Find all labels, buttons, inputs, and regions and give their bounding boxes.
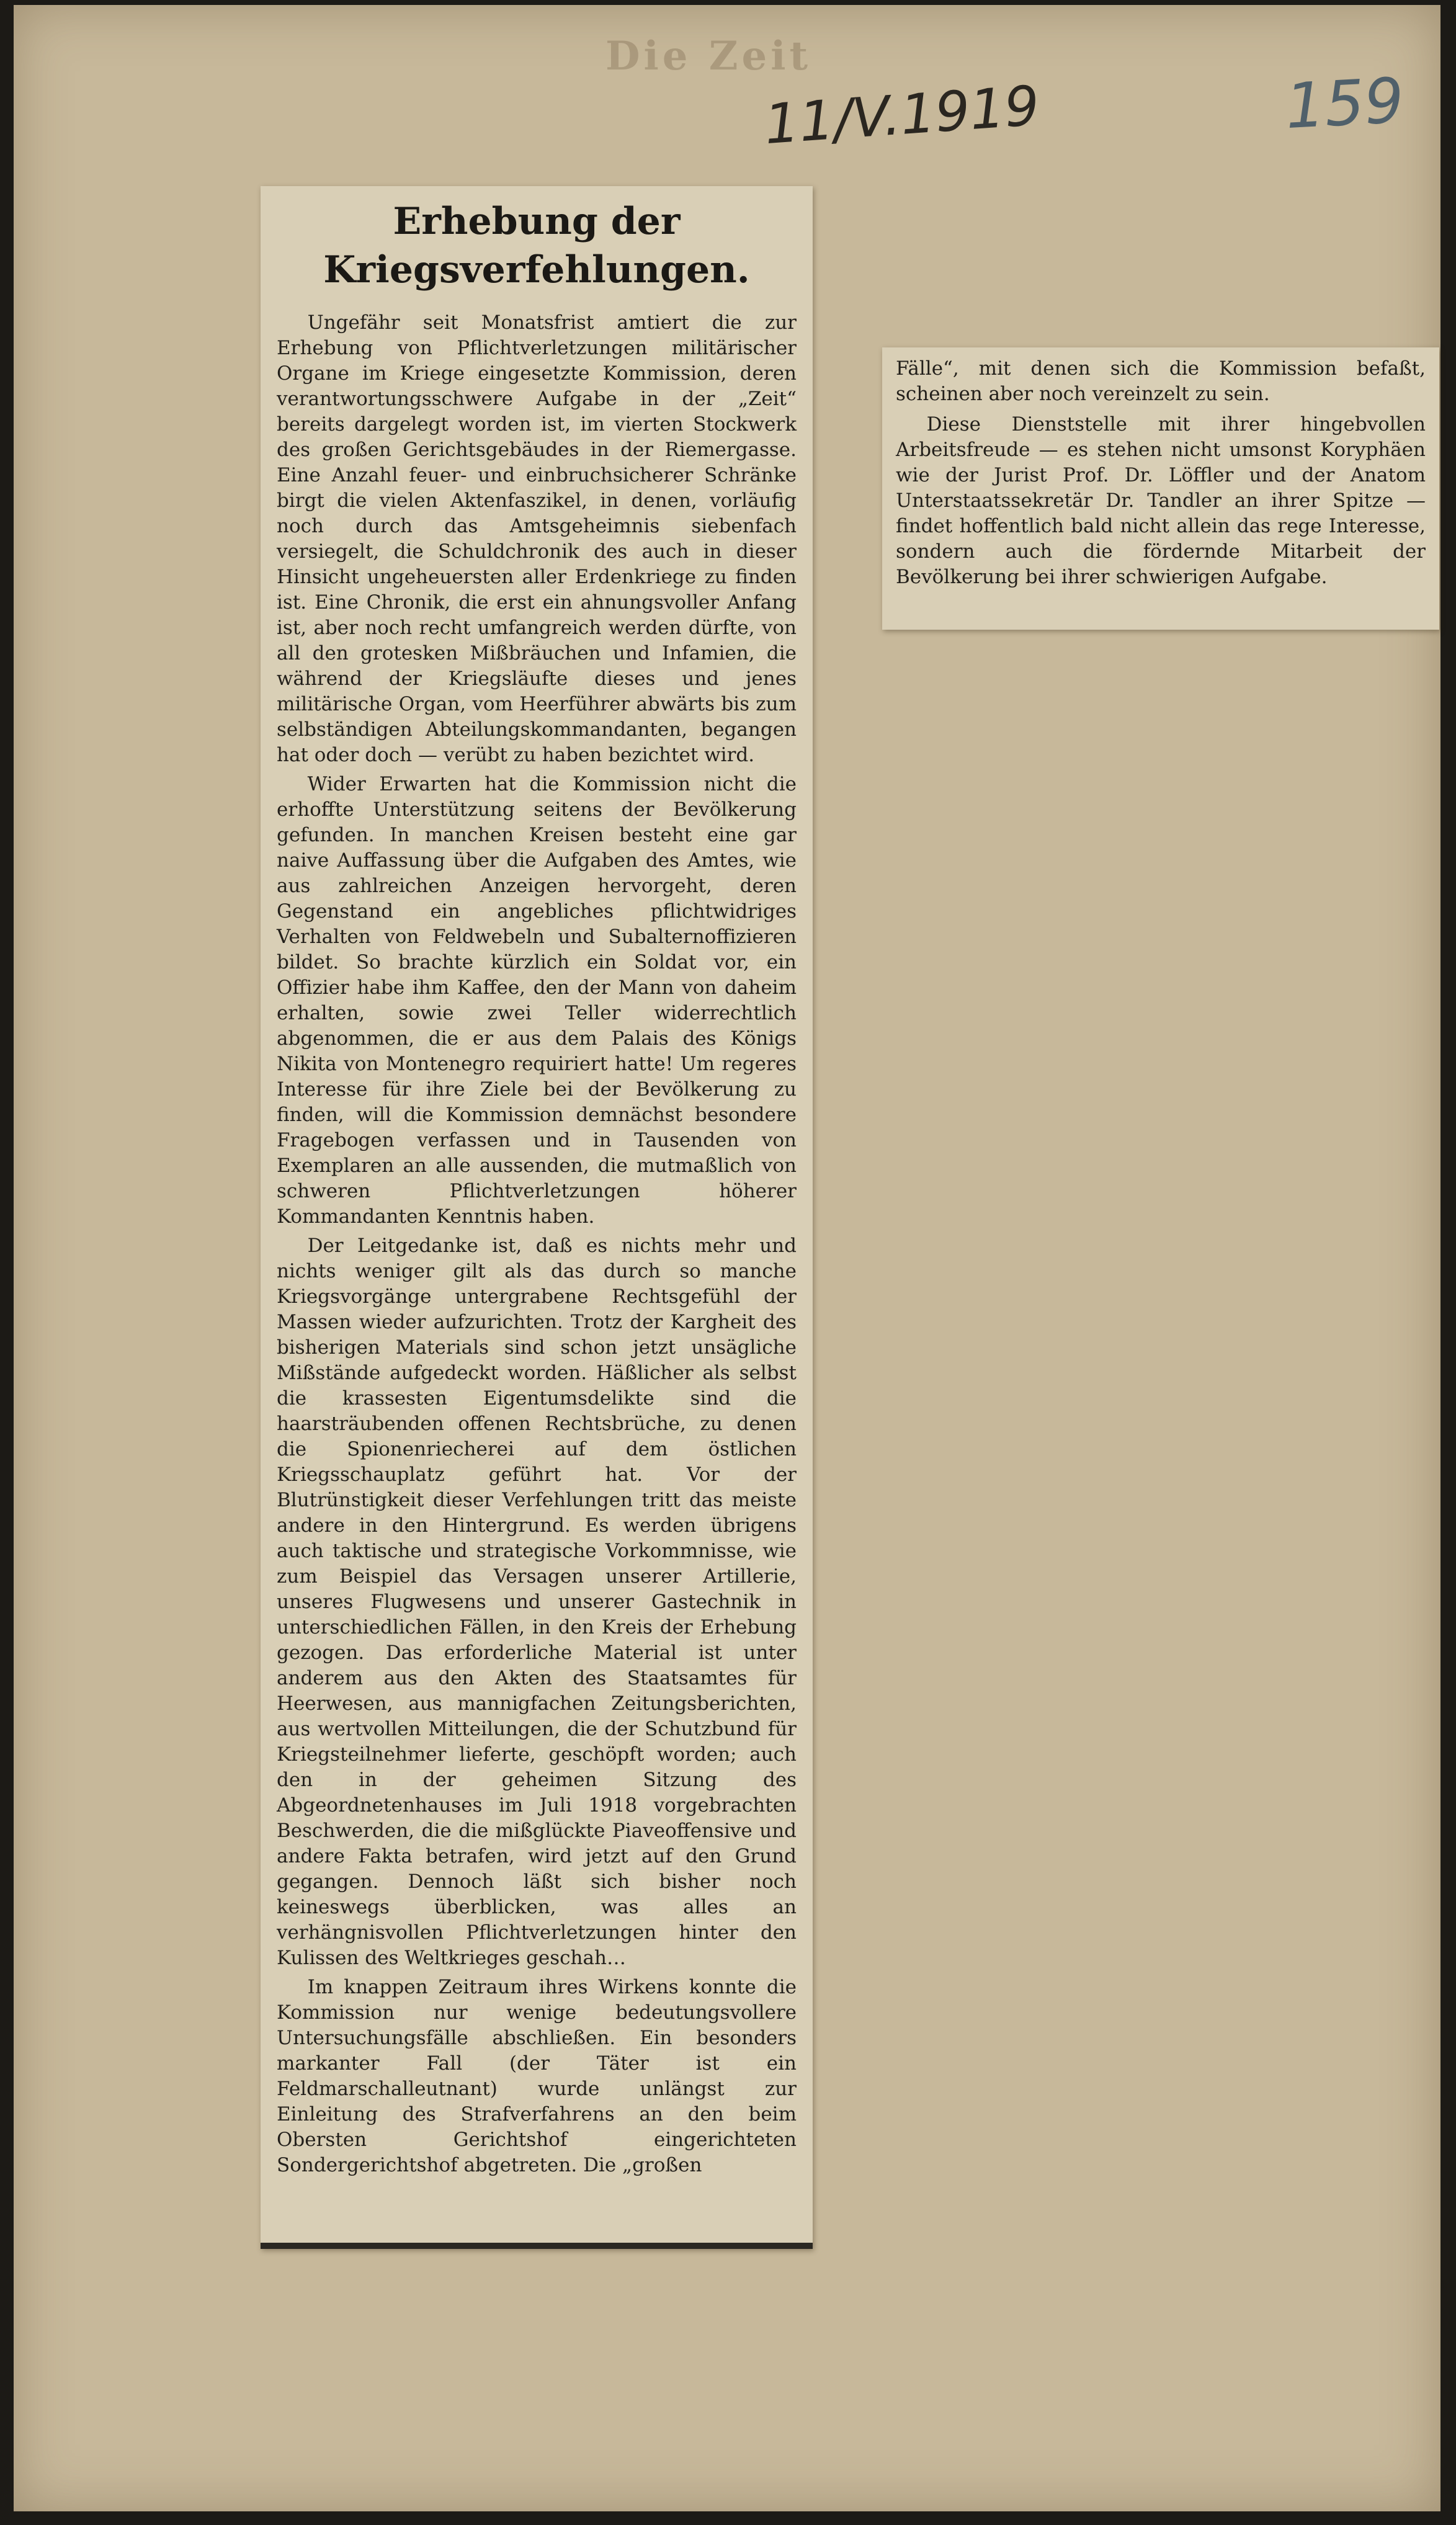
continuation-paragraph-2: Diese Dienststelle mit ihrer hingebvollen Arbeitsfreude — es stehen nicht umsonst Koryphäen wie der Jurist Prof. Dr. Löffler und der Anatom Unterstaatssekretär Dr. Tandler an ihrer Spitze — findet hoffentlich bald nicht allein das rege Interesse, sondern auch die fördernde Mitarbeit der Bevölkerung bei ihrer schwierigen Aufgabe. <box>896 413 1426 588</box>
article-clipping-continuation <box>882 347 1439 630</box>
article-headline: Erhebung der Kriegsverfehlungen. <box>323 200 750 292</box>
handwritten-date: 11/V.1919 <box>762 73 1042 157</box>
newspaper-stamp: Die Zeit <box>605 33 812 79</box>
article-paragraph-4: Im knappen Zeitraum ihres Wirkens konnte die Kommission nur wenige bedeutungsvollere Untersuchungsfälle abschließen. Ein besonders markanter Fall (der Täter ist ein Feldmarschalleutnant) wurde unlängst zur Einleitung des Strafverfahrens an den beim Obersten Gerichtshof eingerichteten Sondergerichtshof abgetreten. Die „großen <box>277 1976 797 2176</box>
article-paragraph-1: Ungefähr seit Monatsfrist amtiert die zur Erhebung von Pflichtverletzungen militärischer Organe im Kriege eingesetzte Kommission, deren verantwortungsschwere Aufgabe in der „Zeit“ bereits dargelegt worden ist, im vierten Stockwerk des großen Gerichtsgebäudes in der Riemergasse. Eine Anzahl feuer- und einbruchsicherer Schränke birgt die vielen Aktenfaszikel, in denen, vorläufig noch durch das Amtsgeheimnis siebenfach versiegelt, die Schuldchronik des auch in dieser Hinsicht ungeheuersten aller Erdenkriege zu finden ist. Eine Chronik, die erst ein ahnungsvoller Anfang ist, aber noch recht umfangreich werden dürfte, von all den grotesken Mißbräuchen und Infamien, die während der Kriegsläufte dieses und jenes militärische Organ, vom Heerführer abwärts bis zum selbständigen Abteilungskommandanten, begangen hat oder doch — verübt zu haben bezichtet wird. <box>277 311 797 766</box>
handwritten-page-number: 159 <box>1284 64 1406 143</box>
article-paragraph-2: Wider Erwarten hat die Kommission nicht die erhoffte Unterstützung seitens der Bevölkerung gefunden. In manchen Kreisen besteht eine gar naive Auffassung über die Aufgaben des Amtes, wie aus zahlreichen Anzeigen hervorgeht, deren Gegenstand ein angebliches pflichtwidriges Verhalten von Feldwebeln und Subalternoffizieren bildet. So brachte kürzlich ein Soldat vor, ein Offizier habe ihm Kaffee, den der Mann von daheim erhalten, sowie zwei Teller widerrechtlich abgenommen, die er aus dem Palais des Königs Nikita von Montenegro requiriert hatte! Um regeres Interesse für ihre Ziele bei der Bevölkerung zu finden, will die Kommission demnächst besondere Fragebogen verfassen und in Tausenden von Exemplaren an alle aussenden, die mutmaßlich von schweren Pflichtverletzungen höherer Kommandanten Kenntnis haben. <box>277 773 797 1228</box>
article-clipping-main <box>261 186 813 2249</box>
continuation-paragraph-1: Fälle“, mit denen sich die Kommission befaßt, scheinen aber noch vereinzelt zu sein. <box>896 357 1426 405</box>
article-paragraph-3: Der Leitgedanke ist, daß es nichts mehr und nichts weniger gilt als das durch so manche Kriegsvorgänge untergrabene Rechtsgefühl der Massen wieder aufzurichten. Trotz der Kargheit des bisherigen Materials sind schon jetzt unsägliche Mißstände aufgedeckt worden. Häßlicher als selbst die krassesten Eigentumsdelikte sind die haarsträubenden offenen Rechtsbrüche, zu denen die Spionenriecherei auf dem östlichen Kriegsschauplatz geführt hat. Vor der Blutrünstigkeit dieser Verfehlungen tritt das meiste andere in den Hintergrund. Es werden übrigens auch taktische und strategische Vorkommnisse, wie zum Beispiel das Versagen unserer Artillerie, unseres Flugwesens und unserer Gastechnik in unterschiedlichen Fällen, in den Kreis der Erhebung gezogen. Das erforderliche Material ist unter anderem aus den Akten des Staatsamtes für Heerwesen, aus mannigfachen Zeitungsberichten, aus wertvollen Mitteilungen, die der Schutzbund für Kriegsteilnehmer lieferte, geschöpft worden; auch den in der geheimen Sitzung des Abgeordnetenhauses im Juli 1918 vorgebrachten Beschwerden, die die mißglückte Piaveoffensive und andere Fakta betrafen, wird jetzt auf den Grund gegangen. Dennoch läßt sich bisher noch keineswegs überblicken, was alles an verhängnisvollen Pflichtverletzungen hinter den Kulissen des Weltkrieges geschah… <box>277 1235 797 1969</box>
